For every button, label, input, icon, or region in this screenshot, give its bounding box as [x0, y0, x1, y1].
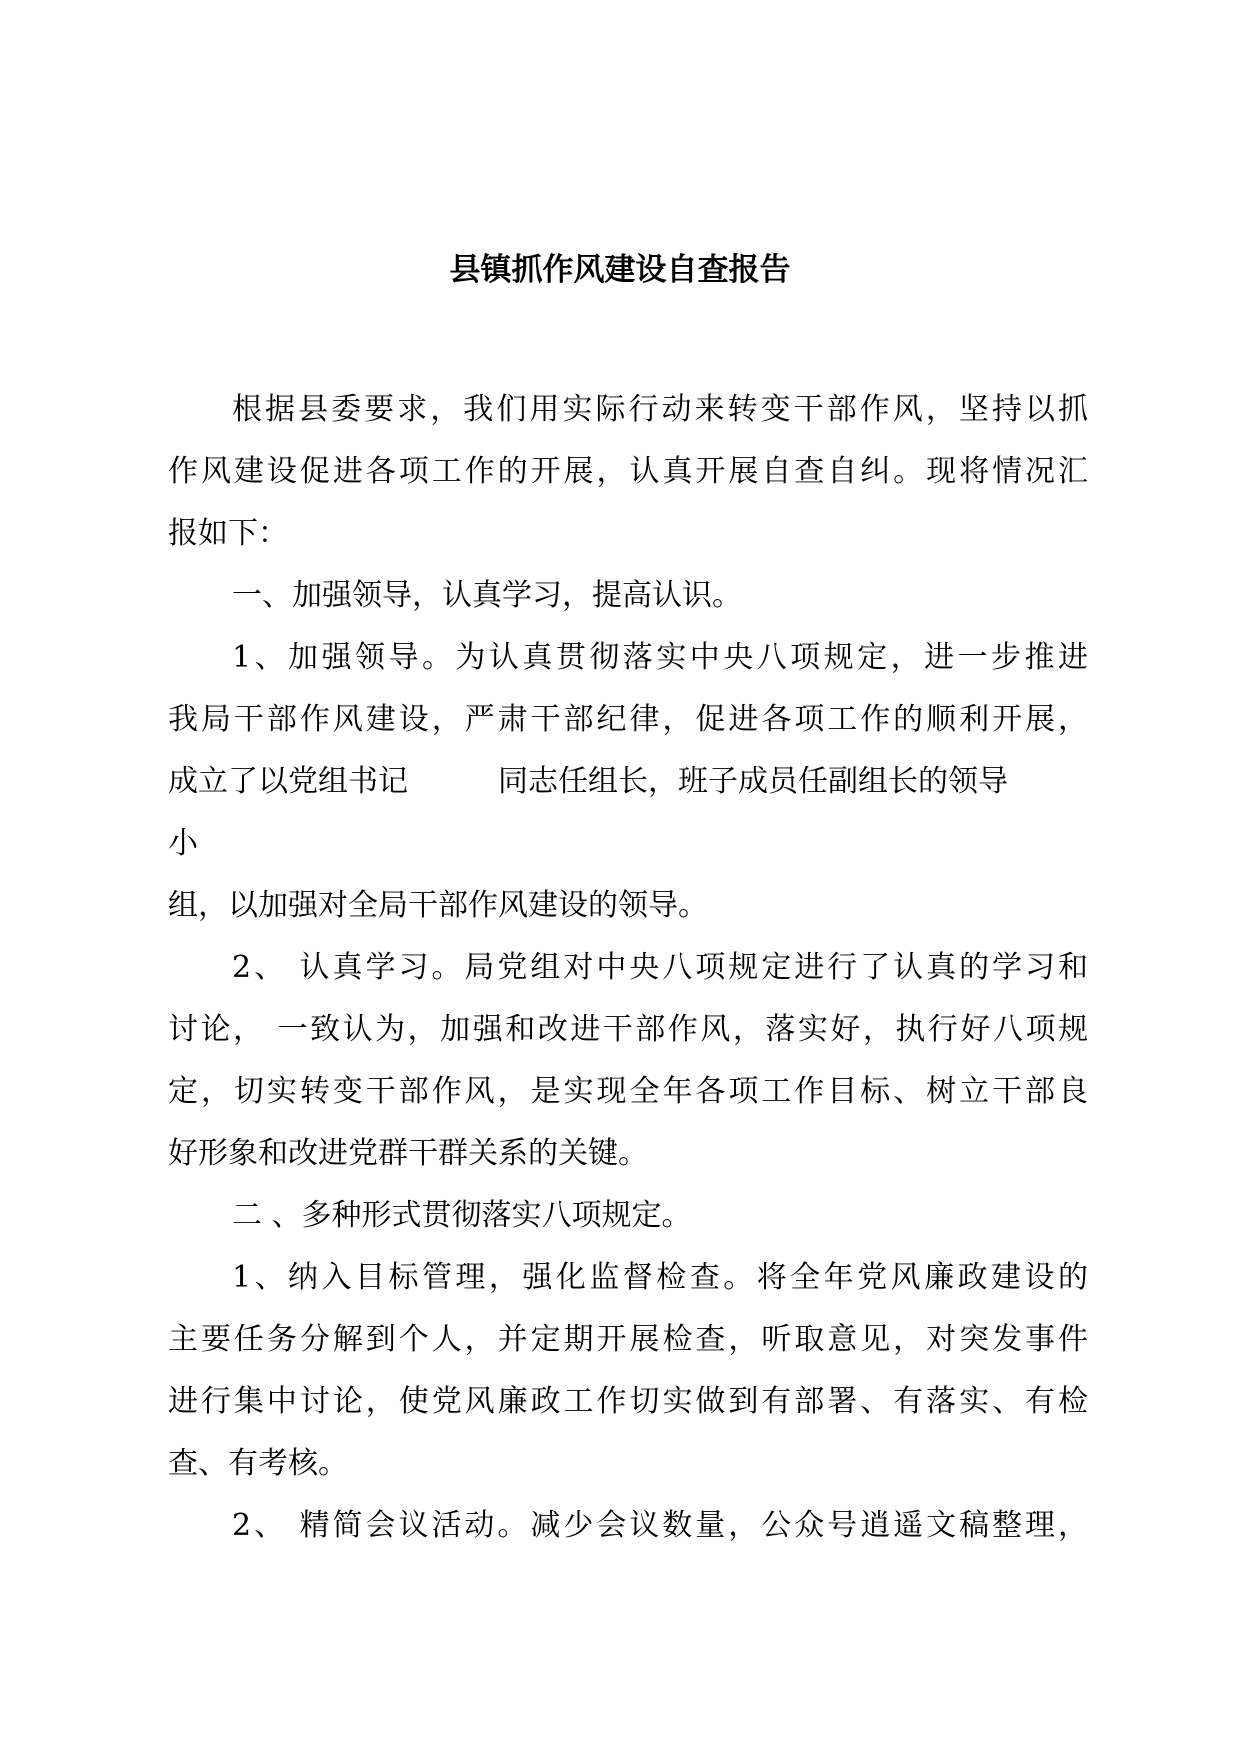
paragraph-line: 好形象和改进党群干群关系的关键。	[168, 1136, 648, 1171]
paragraph-line: 1、纳入目标管理，强化监督检查。将全年党风廉政建设的	[232, 1260, 1088, 1295]
paragraph-line: 我局干部作风建设，严肃干部纪律，促进各项工作的顺利开展，	[168, 702, 1088, 737]
section-heading: 二 、多种形式贯彻落实八项规定。	[232, 1198, 692, 1233]
paragraph-line: 定，切实转变干部作风，是实现全年各项工作目标、树立干部良	[168, 1074, 1088, 1109]
section-heading: 一、加强领导，认真学习，提高认识。	[232, 578, 742, 613]
paragraph-line	[168, 762, 1008, 802]
paragraph-line: 进行集中讨论，使党风廉政工作切实做到有部署、有落实、有检	[168, 1384, 1088, 1419]
paragraph-line: 小	[168, 826, 198, 861]
document-title: 县镇抓作风建设自查报告	[449, 252, 791, 288]
paragraph-line: 主要任务分解到个人，并定期开展检查，听取意见，对突发事件	[168, 1322, 1088, 1357]
paragraph-line: 讨论， 一致认为，加强和改进干部作风，落实好，执行好八项规	[168, 1012, 1088, 1047]
paragraph-line: 1、加强领导。为认真贯彻落实中央八项规定，进一步推进	[232, 640, 1088, 675]
paragraph-line: 报如下：	[168, 516, 288, 551]
paragraph-fragment: 成立了以党组书记	[168, 764, 408, 799]
paragraph-line: 2、 精简会议活动。减少会议数量，公众号逍遥文稿整理，	[232, 1508, 1088, 1543]
paragraph-line: 查、有考核。	[168, 1446, 348, 1481]
paragraph-fragment: 同志任组长，班子成员任副组长的领导	[498, 764, 1008, 799]
paragraph-line: 根据县委要求，我们用实际行动来转变干部作风，坚持以抓	[232, 392, 1088, 427]
paragraph-line: 组，以加强对全局干部作风建设的领导。	[168, 888, 708, 923]
paragraph-line: 作风建设促进各项工作的开展，认真开展自查自纠。现将情况汇	[168, 454, 1088, 489]
paragraph-line: 2、 认真学习。局党组对中央八项规定进行了认真的学习和	[232, 950, 1088, 985]
